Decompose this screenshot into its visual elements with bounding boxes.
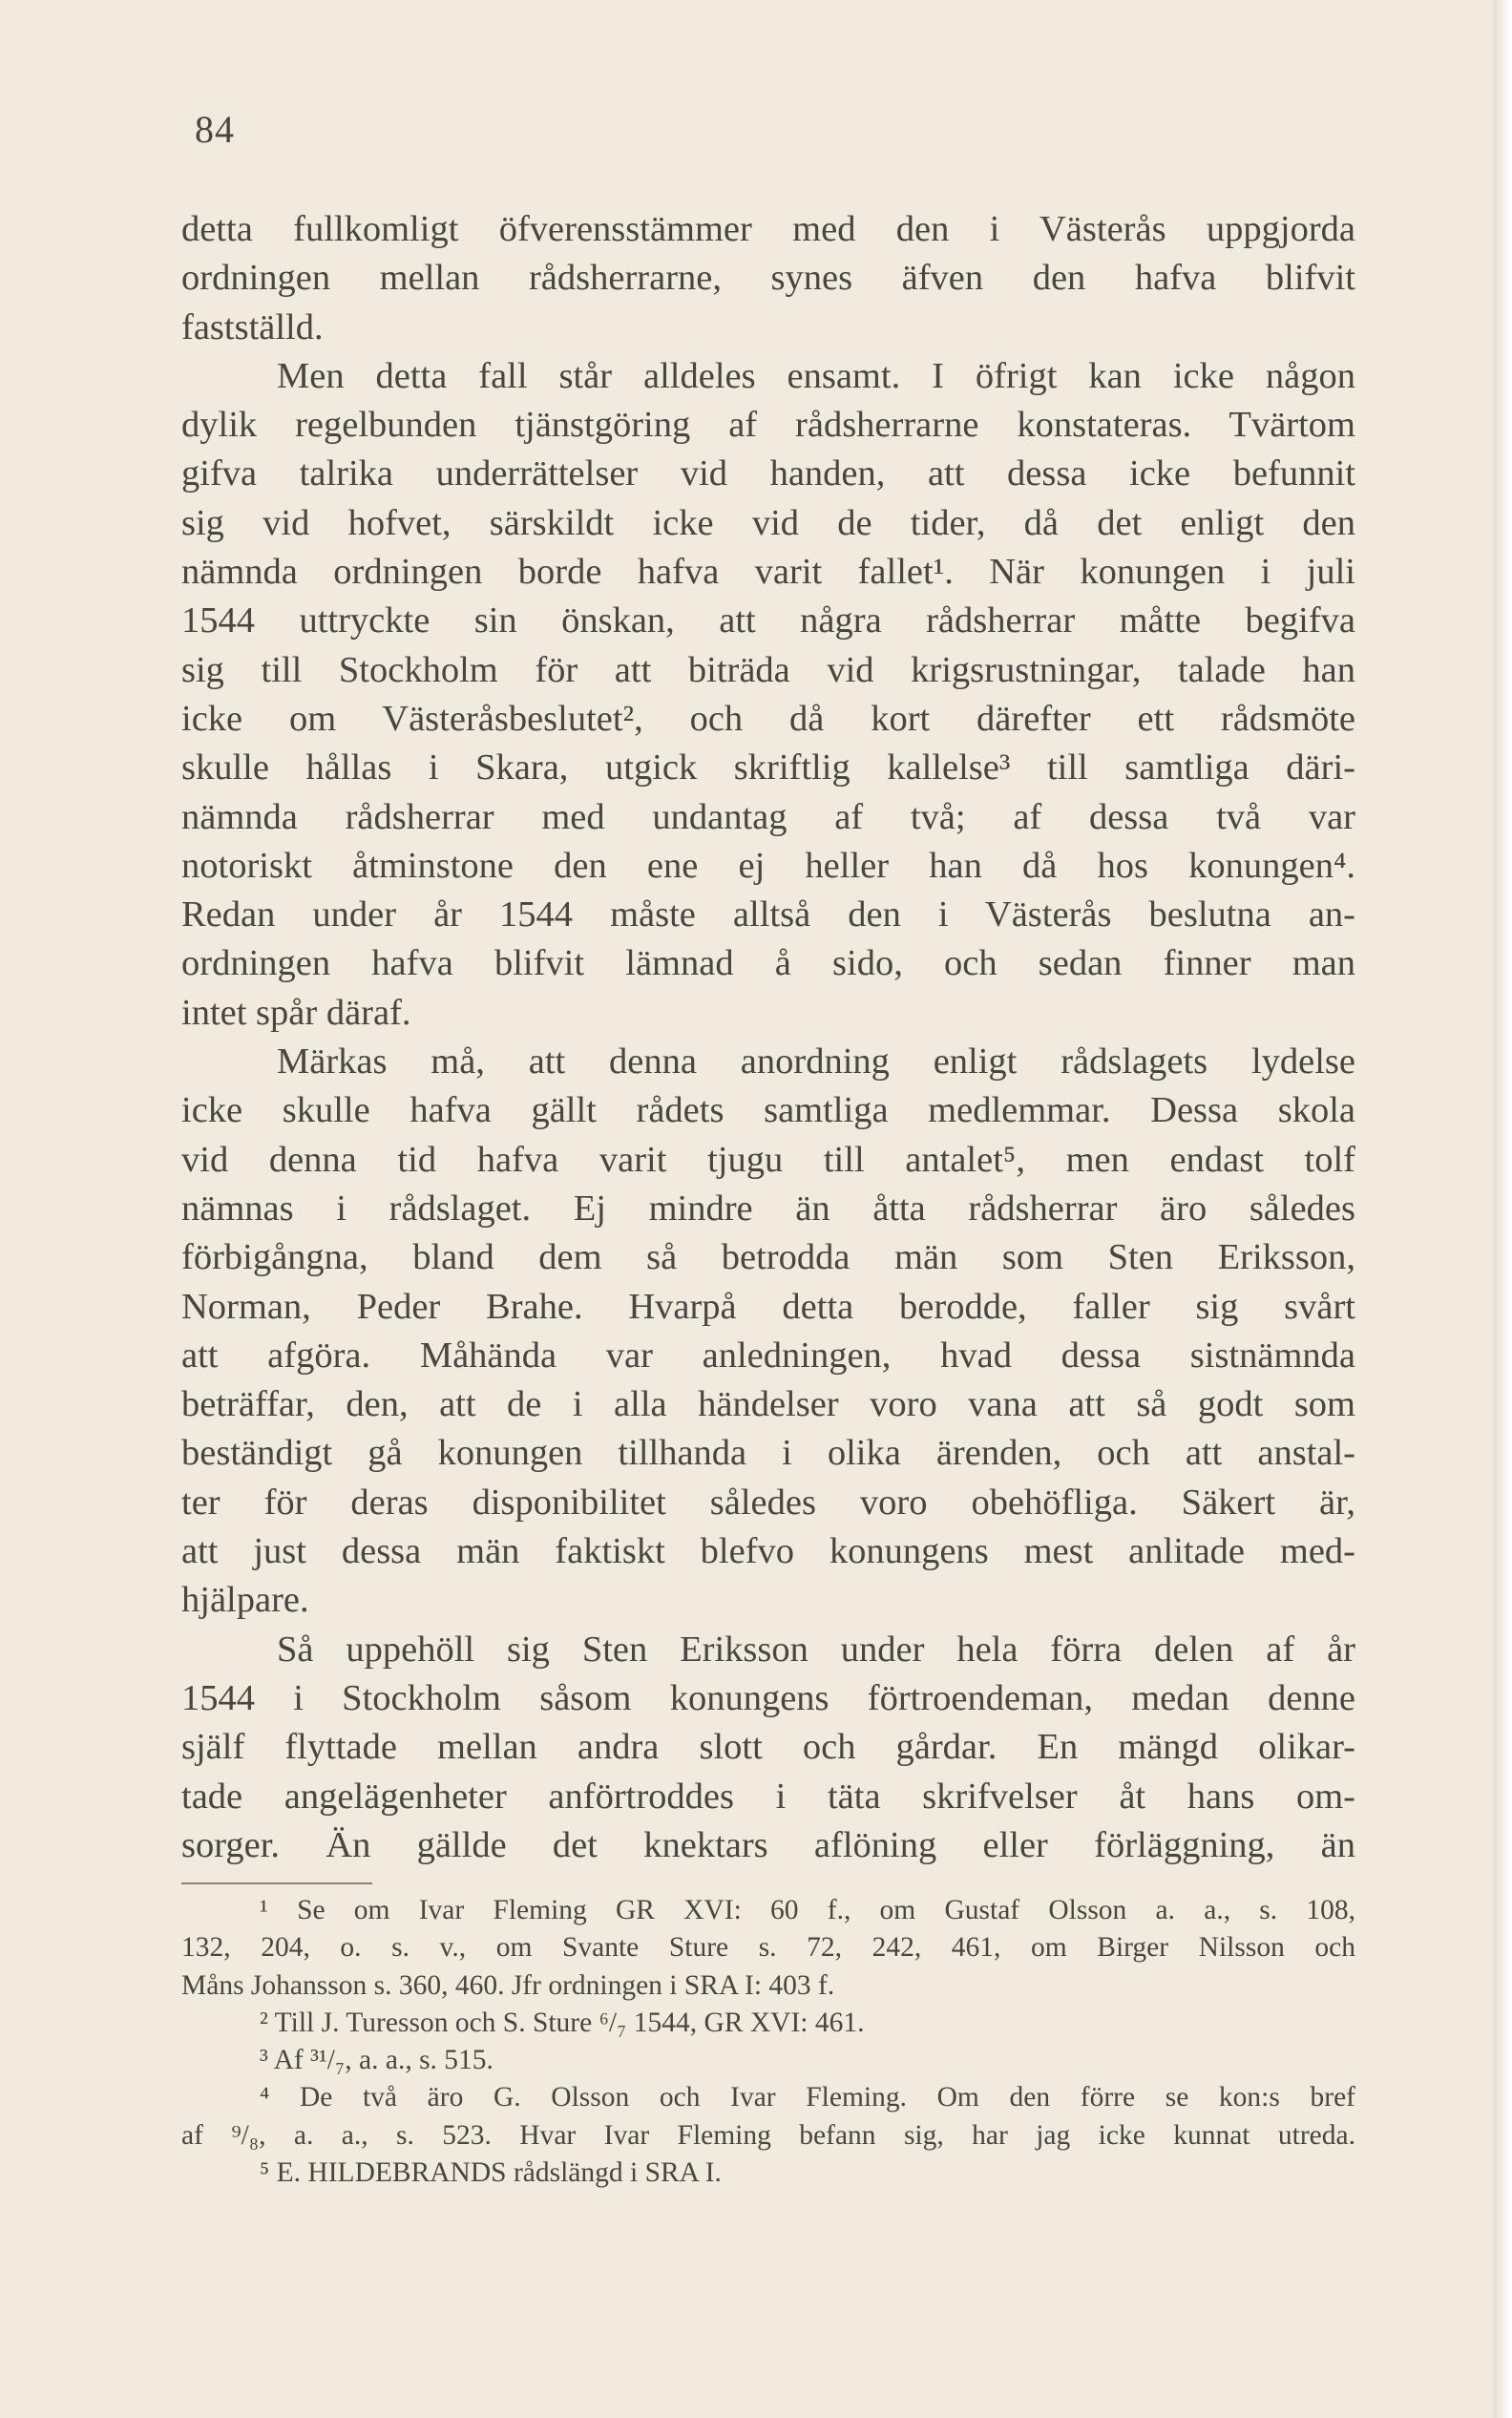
footnote-divider bbox=[181, 1882, 372, 1884]
text-line: nämnda rådsherrar med undantag af två; af dessa två var bbox=[181, 796, 1355, 837]
page-edge bbox=[1493, 0, 1512, 2418]
text-line: icke om Västeråsbeslutet², och då kort därefter ett rådsmöte bbox=[181, 698, 1355, 739]
footnote-line: ¹ Se om Ivar Fleming GR XVI: 60 f., om Gustaf Olsson a. a., s. 108, bbox=[260, 1895, 1355, 1925]
text-line: vid denna tid hafva varit tjugu till antalet⁵, men endast tolf bbox=[181, 1139, 1355, 1180]
footnote-line: af ⁹/₈, a. a., s. 523. Hvar Ivar Fleming befann sig, har jag icke kunnat utreda. bbox=[181, 2119, 1355, 2151]
text-line: sorger. Än gällde det knektars aflöning eller förläggning, än bbox=[181, 1824, 1355, 1865]
text-line: hjälpare. bbox=[181, 1580, 309, 1621]
text-line: tade angelägenheter anförtroddes i täta skrifvelser åt hans om- bbox=[181, 1776, 1355, 1817]
text-line: 1544 uttryckte sin önskan, att några rådsherrar måtte begifva bbox=[181, 600, 1355, 641]
text-line: beträffar, den, att de i alla händelser voro vana att så godt som bbox=[181, 1384, 1355, 1425]
text-line: notoriskt åtminstone den ene ej heller han då hos konungen⁴. bbox=[181, 845, 1355, 886]
text-line: ordningen hafva blifvit lämnad å sido, och sedan finner man bbox=[181, 943, 1355, 984]
text-line: dylik regelbunden tjänstgöring af rådsherrarne konstateras. Tvärtom bbox=[181, 405, 1355, 446]
text-line: själf flyttade mellan andra slott och gårdar. En mängd olikar- bbox=[181, 1727, 1355, 1768]
text-line: skulle hållas i Skara, utgick skriftlig kallelse³ till samtliga däri- bbox=[181, 747, 1355, 788]
text-line: att afgöra. Måhända var anledningen, hvad dessa sistnämnda bbox=[181, 1335, 1355, 1376]
text-line: fastställd. bbox=[181, 306, 324, 347]
text-line: förbigångna, bland dem så betrodda män som Sten Eriksson, bbox=[181, 1237, 1355, 1278]
text-line: Redan under år 1544 måste alltså den i Västerås beslutna an- bbox=[181, 894, 1355, 936]
text-line: nämnas i rådslaget. Ej mindre än åtta rådsherrar äro således bbox=[181, 1188, 1355, 1229]
page-number: 84 bbox=[195, 108, 235, 151]
text-line: Märkas må, att denna anordning enligt rådslagets lydelse bbox=[277, 1041, 1355, 1083]
footnote-line: ³ Af ³¹/₇, a. a., s. 515. bbox=[260, 2045, 494, 2076]
footnote-line: Måns Johansson s. 360, 460. Jfr ordningen i SRA I: 403 f. bbox=[181, 1969, 835, 2001]
text-line: sig till Stockholm för att biträda vid krigsrustningar, talade han bbox=[181, 649, 1355, 690]
text-line: 1544 i Stockholm såsom konungens förtroendeman, medan denne bbox=[181, 1677, 1355, 1718]
text-line: icke skulle hafva gällt rådets samtliga medlemmar. Dessa skola bbox=[181, 1090, 1355, 1131]
text-line: Så uppehöll sig Sten Eriksson under hela förra delen af år bbox=[277, 1629, 1355, 1670]
footnotes bbox=[181, 1892, 1355, 2192]
text-line: detta fullkomligt öfverensstämmer med den i Västerås uppgjorda bbox=[181, 209, 1355, 249]
footnote-line: ⁴ De två äro G. Olsson och Ivar Fleming. Om den förre se kon:s bref bbox=[260, 2082, 1355, 2113]
text-line: ordningen mellan rådsherrarne, synes äfven den hafva blifvit bbox=[181, 258, 1355, 299]
text-line: att just dessa män faktiskt blefvo konungens mest anlitade med- bbox=[181, 1531, 1355, 1572]
text-line: Norman, Peder Brahe. Hvarpå detta berodde, faller sig svårt bbox=[181, 1286, 1355, 1327]
footnote-line: ² Till J. Turesson och S. Sture ⁶/₇ 1544, GR XVI: 461. bbox=[260, 2007, 865, 2038]
text-line: nämnda ordningen borde hafva varit fallet¹. När konungen i juli bbox=[181, 552, 1355, 593]
text-line: sig vid hofvet, särskildt icke vid de tider, då det enligt den bbox=[181, 502, 1355, 543]
text-line: beständigt gå konungen tillhanda i olika ärenden, och att anstal- bbox=[181, 1433, 1355, 1474]
footnote-line: ⁵ E. HILDEBRANDS rådslängd i SRA I. bbox=[260, 2157, 722, 2189]
footnote-line: 132, 204, o. s. v., om Svante Sture s. 72, 242, 461, om Birger Nilsson och bbox=[181, 1932, 1355, 1964]
text-line: intet spår däraf. bbox=[181, 992, 411, 1033]
text-line: ter för deras disponibilitet således voro obehöfliga. Säkert är, bbox=[181, 1482, 1355, 1523]
body-text bbox=[181, 205, 1355, 1870]
text-line: gifva talrika underrättelser vid handen, att dessa icke befunnit bbox=[181, 453, 1355, 494]
text-line: Men detta fall står alldeles ensamt. I öfrigt kan icke någon bbox=[277, 355, 1355, 396]
